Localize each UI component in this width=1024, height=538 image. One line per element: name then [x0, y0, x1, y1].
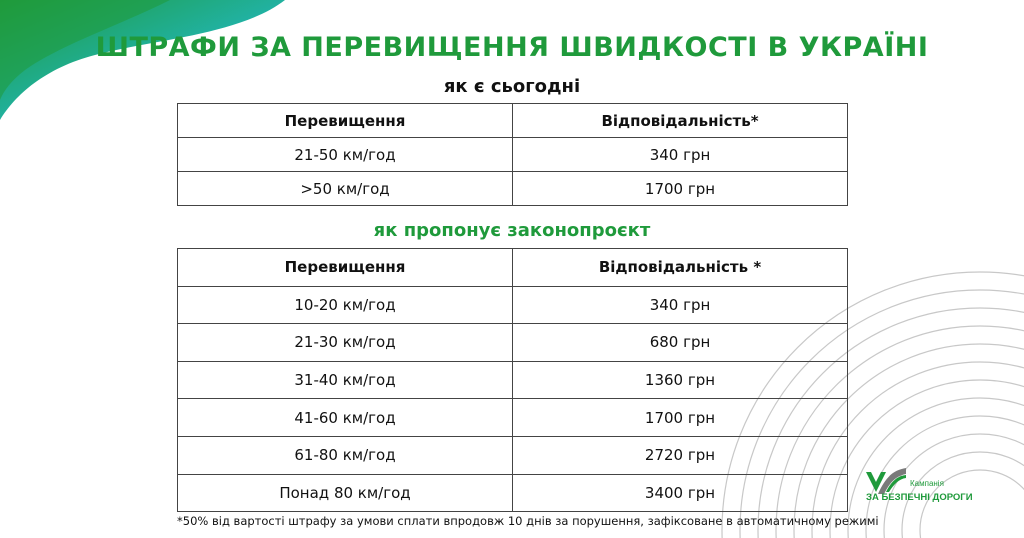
footnote: *50% від вартості штрафу за умови сплати впродовж 10 днів за порушення, зафіксоване в автоматичному режимі [177, 514, 879, 528]
table-row [178, 474, 848, 512]
speed-cell: 21-30 км/год [178, 324, 513, 362]
fine-cell: 1700 грн [513, 399, 848, 437]
proposed-subtitle: як пропонує законопроєкт [373, 220, 651, 241]
logo-title: ЗА БЕЗПЕЧНІ ДОРОГИ [866, 492, 973, 503]
fine-cell: 1360 грн [513, 361, 848, 399]
fine-cell: 680 грн [513, 324, 848, 362]
fine-cell: 340 грн [513, 286, 848, 324]
page-title: ШТРАФИ ЗА ПЕРЕВИЩЕННЯ ШВИДКОСТІ В УКРАЇНІ [95, 32, 929, 63]
fine-cell: 2720 грн [513, 436, 848, 474]
fine-cell: 340 грн [513, 138, 848, 172]
speed-cell: 61-80 км/год [178, 436, 513, 474]
column-header: Відповідальність * [513, 249, 848, 287]
column-header: Відповідальність* [513, 104, 848, 138]
table-row [178, 286, 848, 324]
table-row [178, 138, 848, 172]
speed-cell: >50 км/год [178, 172, 513, 206]
table-header-row [178, 104, 848, 138]
fine-cell: 1700 грн [513, 172, 848, 206]
proposed-fines-table [177, 248, 848, 512]
table-row [178, 361, 848, 399]
speed-cell: 31-40 км/год [178, 361, 513, 399]
column-header: Перевищення [178, 104, 513, 138]
speed-cell: 10-20 км/год [178, 286, 513, 324]
column-header: Перевищення [178, 249, 513, 287]
speed-cell: 21-50 км/год [178, 138, 513, 172]
table-row [178, 324, 848, 362]
fine-cell: 3400 грн [513, 474, 848, 512]
speed-cell: Понад 80 км/год [178, 474, 513, 512]
table-row [178, 436, 848, 474]
campaign-logo [860, 462, 972, 506]
logo-caption: Кампанія [910, 479, 944, 488]
table-row [178, 172, 848, 206]
current-fines-table [177, 103, 848, 206]
table-row [178, 399, 848, 437]
table-header-row [178, 249, 848, 287]
speed-cell: 41-60 км/год [178, 399, 513, 437]
current-subtitle: як є сьогодні [443, 76, 581, 97]
